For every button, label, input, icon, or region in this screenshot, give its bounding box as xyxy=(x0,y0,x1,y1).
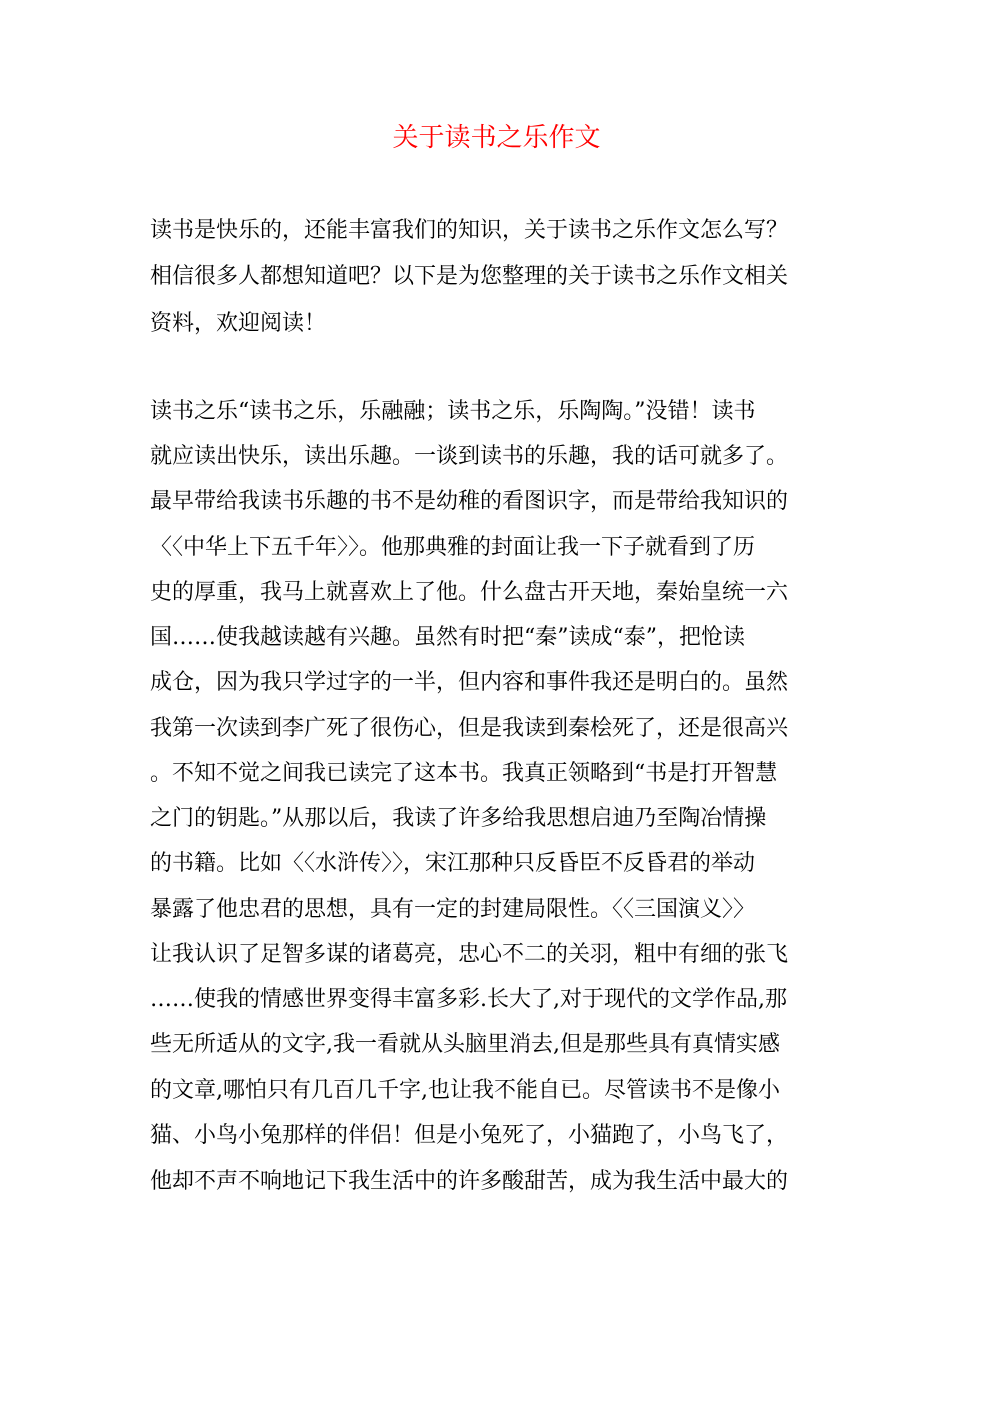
page-title: 关于读书之乐作文 xyxy=(392,123,601,153)
body-line: ……使我的情感世界变得丰富多彩.长大了,对于现代的文学作品,那 xyxy=(150,987,787,1012)
body-line: 暴露了他忠君的思想，具有一定的封建局限性。〈〈三国演义〉〉 xyxy=(150,897,756,922)
body-line: 猫、小鸟小兔那样的伴侣！但是小兔死了，小猫跑了，小鸟飞了， xyxy=(150,1123,789,1148)
body-line: 成仓，因为我只学过字的一半，但内容和事件我还是明白的。虽然 xyxy=(150,670,789,695)
body-line: 他却不声不响地记下我生活中的许多酸甜苦，成为我生活中最大的 xyxy=(150,1169,789,1194)
body-line: 国……使我越读越有兴趣。虽然有时把“秦”读成“泰”，把怆读 xyxy=(150,625,745,650)
body-line: 〈〈中华上下五千年〉〉。他那典雅的封面让我一下子就看到了历 xyxy=(150,535,756,560)
body-line: 最早带给我读书乐趣的书不是幼稚的看图识字，而是带给我知识的 xyxy=(150,489,789,514)
body-line: 我第一次读到李广死了很伤心，但是我读到秦桧死了，还是很高兴 xyxy=(150,716,789,741)
body-line: 些无所适从的文字,我一看就从头脑里消去,但是那些具有真情实感 xyxy=(150,1032,780,1057)
body-line: 读书之乐“读书之乐，乐融融；读书之乐，乐陶陶。”没错！读书 xyxy=(150,399,756,424)
body-line: 之门的钥匙。”从那以后，我读了许多给我思想启迪乃至陶冶情操 xyxy=(150,806,767,831)
body-line: 的文章,哪怕只有几百几千字,也让我不能自已。尽管读书不是像小 xyxy=(150,1078,780,1103)
intro-line: 读书是快乐的，还能丰富我们的知识，关于读书之乐作文怎么写？ xyxy=(150,218,789,243)
intro-line: 相信很多人都想知道吧？以下是为您整理的关于读书之乐作文相关 xyxy=(150,264,789,289)
body-line: 史的厚重，我马上就喜欢上了他。什么盘古开天地，秦始皇统一六 xyxy=(150,580,789,605)
body-line: 的书籍。比如〈〈水浒传〉〉，宋江那种只反昏臣不反昏君的举动 xyxy=(150,851,756,876)
body-line: 让我认识了足智多谋的诸葛亮，忠心不二的关羽，粗中有细的张飞 xyxy=(150,942,789,967)
body-line: 就应读出快乐，读出乐趣。一谈到读书的乐趣，我的话可就多了。 xyxy=(150,444,789,469)
body-line: 。不知不觉之间我已读完了这本书。我真正领略到“书是打开智慧 xyxy=(150,761,778,786)
intro-line: 资料，欢迎阅读！ xyxy=(150,311,327,336)
